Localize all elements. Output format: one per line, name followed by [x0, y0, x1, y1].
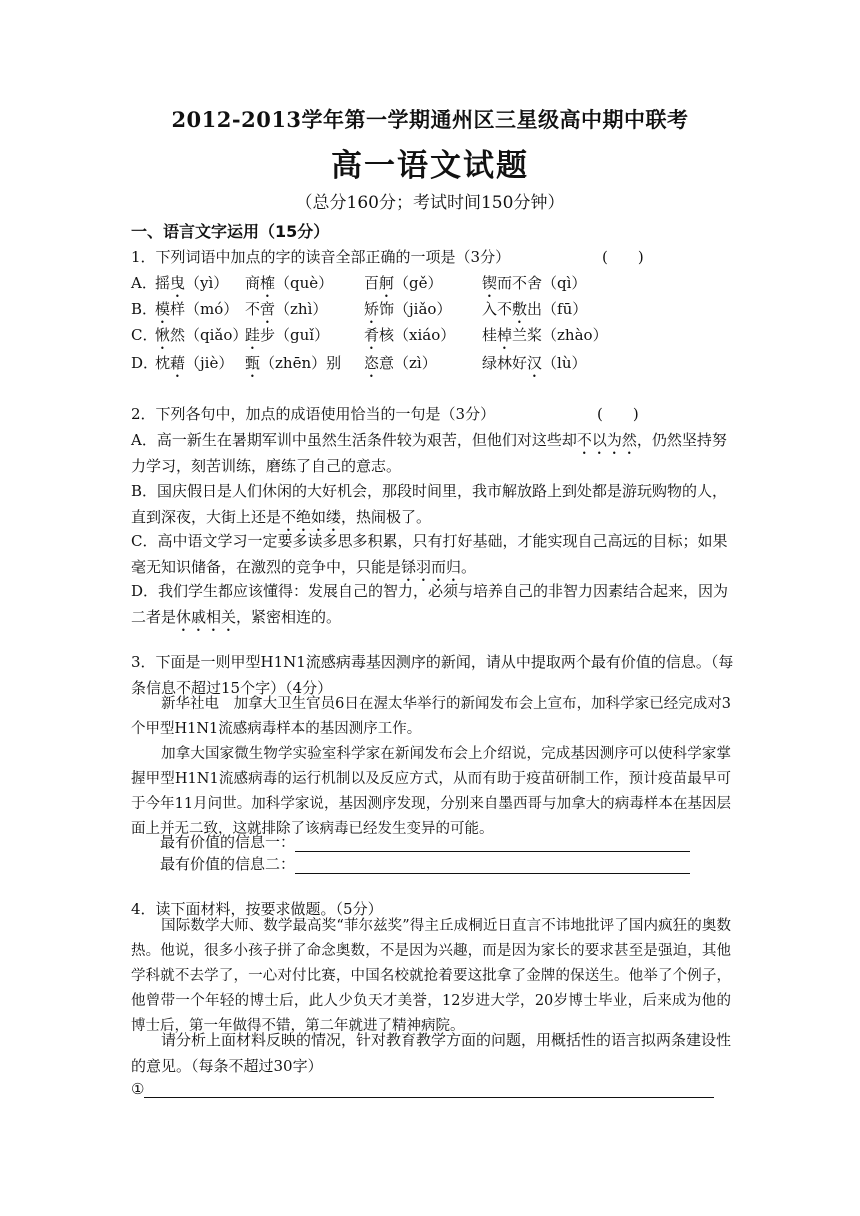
q4-material: [131, 914, 731, 1039]
q2-option-text-end: ，紧密相连的。: [236, 608, 342, 626]
q2-option-idiom: 不以为然: [576, 431, 637, 449]
q1-item-suffix: （què）: [275, 274, 334, 292]
exam-subject-title: 高一语文试题: [331, 148, 529, 184]
q1-item-prefix: 桂: [482, 326, 498, 344]
q4-instruction-text: 请分析上面材料反映的情况，针对教育教学方面的问题，用概括性的语言拟两条建设性的意见。（每条不超过30字）: [131, 1031, 732, 1075]
q2-option-text-end: ，仍然坚持努: [636, 431, 727, 449]
q1-option-item: [155, 272, 228, 301]
q1-item-suffix: （zhēn）别: [260, 354, 342, 372]
q2-option-text: 直到深夜，大街上还是: [131, 508, 282, 526]
q1-item-dotted-char: 榷: [260, 274, 276, 292]
q3-answer-1-blank[interactable]: [295, 835, 690, 852]
q2-option-text: A．高一新生在暑期军训中虽然生活条件较为艰苦，但他们对这些却: [131, 431, 577, 449]
q1-item-dotted-char: 啻: [260, 300, 276, 318]
exam-subtitle: （总分160分；考试时间150分钟）: [295, 193, 565, 213]
q2-option-line: [131, 429, 727, 458]
q4-instruction: [131, 1027, 731, 1079]
q2-option-text: 毫无知识储备，在激烈的竞争中，只能是: [131, 558, 402, 576]
q1-item-dotted-char: 愀: [155, 326, 171, 344]
q1-option-item: [245, 352, 341, 381]
q3-answer-2: [160, 853, 690, 874]
q1-item-prefix: 入不: [482, 300, 513, 318]
q2-option-idiom: 不绝如缕: [281, 508, 342, 526]
q1-stem-text: 1．下列词语中加点的字的读音全部正确的一项是（3分）: [131, 248, 511, 266]
q2-option-text-end: 。: [461, 558, 477, 576]
q1-item-prefix: 不: [245, 300, 261, 318]
q1-answer-bracket: ( ): [602, 248, 644, 266]
q3-answer-1: [160, 831, 690, 852]
q3-news-paragraph-2: [131, 742, 731, 842]
q1-item-prefix: 枕: [155, 354, 171, 372]
q1-item-dotted-char: 藉: [170, 354, 186, 372]
q1-option-item: [482, 352, 587, 381]
q3-stem-line1: 3．下面是一则甲型H1N1流感病毒基因测序的新闻，请从中提取两个最有价值的信息。（每: [131, 653, 734, 671]
q1-option-item: [155, 352, 233, 381]
q1-item-suffix: 样（mó）: [170, 300, 239, 318]
q1-item-suffix: 核（xiáo）: [379, 326, 456, 344]
q4-answer-1-label: ①: [131, 1080, 145, 1098]
q1-option-label: D．: [131, 354, 159, 372]
q1-option-item: [245, 324, 329, 353]
q2-option-text: C．高中语文学习一定要多读多思多积累，只有打好基础，才能实现自己高远的目标；如果: [131, 532, 728, 550]
q1-item-suffix: 出（fū）: [527, 300, 588, 318]
q1-item-dotted-char: 汉: [527, 354, 543, 372]
q4-stem: 4．读下面材料，按要求做题。（5分）: [131, 900, 383, 918]
q4-answer-1: [131, 1080, 714, 1098]
q3-stem-line2: 条信息不超过15个字）（4分）: [131, 679, 333, 697]
q1-option-label: B．: [131, 300, 158, 318]
q3-answer-1-label: 最有价值的信息一：: [160, 833, 296, 851]
q1-item-suffix: 而不舍（qì）: [497, 274, 587, 292]
q1-option-item: [364, 298, 451, 327]
q1-item-prefix: 商: [245, 274, 261, 292]
q1-option-item: [364, 272, 443, 301]
q2-option-idiom: 铩羽而归: [401, 558, 462, 576]
q1-item-dotted-char: 锲: [482, 274, 498, 292]
q1-item-dotted-char: 矫: [364, 300, 380, 318]
q1-option-item: [155, 324, 247, 353]
q1-item-suffix: （zhì）: [275, 300, 328, 318]
q1-item-dotted-char: 曳: [170, 274, 186, 292]
q1-option-label: C．: [131, 326, 158, 344]
q1-item-dotted-char: 舸: [379, 274, 395, 292]
section-heading: 一、语言文字运用（15分）: [131, 222, 330, 241]
q1-item-suffix: （lù）: [542, 354, 587, 372]
q4-answer-1-blank[interactable]: [144, 1081, 714, 1098]
q2-option-line: [131, 606, 341, 635]
q1-item-suffix: 饰（jiǎo）: [379, 300, 452, 318]
q2-option-text-end: ，热闹极了。: [341, 508, 432, 526]
q2-option-text: D．我们学生都应该懂得：发展自己的智力，必须与培养自己的非智力因素结合起来，因为: [131, 582, 729, 600]
q1-option-label: A．: [131, 274, 157, 292]
q1-option-item: [482, 272, 586, 301]
q1-option-item: [245, 272, 333, 301]
q1-item-dotted-char: 肴: [364, 326, 380, 344]
q1-item-suffix: （yì）: [185, 274, 229, 292]
q2-option-line: [131, 480, 727, 509]
q2-answer-bracket: ( ): [597, 405, 639, 423]
q1-item-dotted-char: 敷: [512, 300, 528, 318]
q3-answer-2-blank[interactable]: [295, 857, 690, 874]
q1-option-item: [155, 298, 238, 327]
q2-option-text: B．国庆假日是人们休闲的大好机会，那段时间里，我市解放路上到处都是游玩购物的人，: [131, 482, 728, 500]
q3-answer-2-label: 最有价值的信息二：: [160, 855, 296, 873]
q1-item-prefix: 摇: [155, 274, 171, 292]
q1-item-dotted-char: 棹: [497, 326, 513, 344]
q3-news-paragraph-1: [131, 692, 731, 742]
q1-item-prefix: 绿林好: [482, 354, 528, 372]
q4-material-text: 国际数学大师、数学最高奖“菲尔兹奖”得主丘成桐近日直言不讳地批评了国内疯狂的奥数热。他说，很多小孩子拼了命念奥数，不是因为兴趣，而是因为家长的要求甚至是强迫，其他学科就不去学了，一心对付比赛，中国名校就抢着要这批拿了金牌的保送生。他举了个例子，他曾带一个年轻的博士后，此人少负天才美誉，12岁进大学，20岁博士毕业，后来成为他的博士后，第一年做得不错，第二年就进了精神病院。: [131, 918, 731, 1034]
q1-item-prefix: 百: [364, 274, 380, 292]
q1-item-suffix: 意（zì）: [379, 354, 437, 372]
q1-option-item: [364, 324, 455, 353]
q2-option-text: 二者是: [131, 608, 177, 626]
exam-title: 2012-2013学年第一学期通州区三星级高中期中联考: [171, 107, 689, 132]
q1-option-item: [364, 352, 437, 381]
q3-news-text-2: 加拿大国家微生物学实验室科学家在新闻发布会上介绍说，完成基因测序可以使科学家掌握甲型H1N1流感病毒的运行机制以及反应方式，从而有助于疫苗研制工作，预计疫苗最早可于今年11月问世。加科学家说，基因测序发现，分别来自墨西哥与加拿大的病毒样本在基因层面上并无二致，这就排除了该病毒已经发生变异的可能。: [131, 746, 731, 837]
q3-news-text-1: 新华社电 加拿大卫生官员6日在渥太华举行的新闻发布会上宣布，加科学家已经完成对3个甲型H1N1流感病毒样本的基因测序工作。: [131, 696, 731, 737]
q1-item-suffix: 步（guǐ）: [260, 326, 330, 344]
q2-stem: 2．下列各句中，加点的成语使用恰当的一句是（3分）: [131, 405, 496, 423]
q1-item-suffix: （gě）: [394, 274, 443, 292]
q1-item-dotted-char: 恣: [364, 354, 380, 372]
q1-option-item: [245, 298, 327, 327]
q1-item-dotted-char: 跬: [245, 326, 261, 344]
q1-item-suffix: （jiè）: [185, 354, 234, 372]
q1-item-dotted-char: 甄: [245, 354, 261, 372]
q1-item-suffix: 兰桨（zhào）: [512, 326, 608, 344]
q1-item-dotted-char: 模: [155, 300, 171, 318]
q1-option-item: [482, 298, 587, 327]
q2-option-line: [131, 580, 728, 609]
q1-item-suffix: 然（qiǎo）: [170, 326, 248, 344]
q1-stem: [131, 246, 510, 267]
q1-option-item: [482, 324, 608, 353]
q2-option-text: 力学习，刻苦训练，磨练了自己的意志。: [131, 457, 402, 475]
q2-option-idiom: 休戚相关: [176, 608, 237, 626]
q2-option-line: [131, 530, 727, 559]
